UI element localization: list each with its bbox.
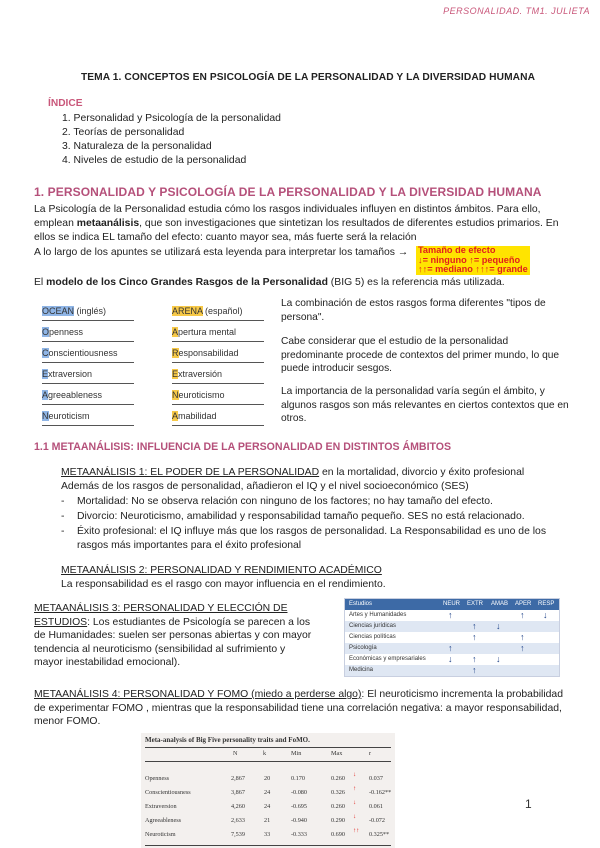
fomo-cell-min: -0.080: [291, 789, 307, 796]
fomo-cell-n: 7,539: [231, 831, 245, 838]
fomo-cell-n: 2,867: [231, 775, 245, 782]
fomo-cell-n: 2,633: [231, 817, 245, 824]
table-row: Openness Apertura mental: [42, 323, 262, 343]
context-note: La importancia de la personalidad varía según el ámbito, y algunos rasgos son más relevantes en ciertos contextos que en otros.: [281, 386, 569, 425]
index-label: ÍNDICE: [48, 98, 83, 109]
studies-table: [344, 598, 560, 677]
fomo-cell-min: -0.333: [291, 831, 307, 838]
table-row: Ciencias jurídicas ↑ ↓: [345, 621, 559, 632]
section-heading: 1. PERSONALIDAD Y PSICOLOGÍA DE LA PERSONALIDAD Y LA DIVERSIDAD HUMANA: [34, 185, 542, 199]
fomo-cell-r: 0.061: [369, 803, 383, 810]
table-row: Psicología ↑ ↑: [345, 643, 559, 654]
index-item: 1. Personalidad y Psicología de la personalidad: [62, 113, 281, 124]
trend-arrow-icon: ↑: [472, 665, 477, 675]
table-row: Extraversion Extraversión: [42, 365, 262, 385]
fomo-cell-k: 33: [264, 831, 271, 838]
index-item: 2. Teorías de personalidad: [62, 127, 185, 138]
fomo-cell-min: 0.170: [291, 775, 305, 782]
fomo-cell-r: -0.162**: [369, 789, 392, 796]
fomo-cell-max: 0.260: [331, 803, 345, 810]
fomo-cell-max: 0.690: [331, 831, 345, 838]
fomo-cell-k: 21: [264, 817, 271, 824]
index-item: 4. Niveles de estudio de la personalidad: [62, 155, 247, 166]
trend-arrow-icon: ↑: [448, 610, 453, 620]
bias-note: Cabe considerar que el estudio de la personalidad predominante procede de contextos del primer mundo, lo que puede introducir sesgos.: [281, 336, 560, 375]
fomo-cell-trait: Neuroticism: [145, 831, 176, 838]
meta3-block: METAANÁLISIS 3: PERSONALIDAD Y ELECCIÓN DE ESTUDIOS: Los estudiantes de Psicología se parecen a los de Humanidades: suelen ser personas abiertas y con mayor tendencia al neuroticismo (sensibilidad al sufrimiento y mayor inestabilidad emocional).: [34, 603, 312, 669]
model-paragraph: El modelo de los Cinco Grandes Rasgos de la Personalidad (BIG 5) es la referencia más utilizada.: [34, 277, 505, 288]
combination-note: La combinación de estos rasgos forma diferentes "tipos de persona".: [281, 298, 546, 323]
fomo-cell-min: -0.695: [291, 803, 307, 810]
header-tag: PERSONALIDAD. TM1. JULIETA: [443, 6, 590, 16]
fomo-cell-trait: Agreeableness: [145, 817, 182, 824]
trend-arrow-icon: ↑: [520, 610, 525, 620]
table-row: Económicas y empresariales ↓ ↑ ↓: [349, 654, 501, 664]
fomo-cell-k: 24: [264, 789, 271, 796]
fomo-cell-trait: Openness: [145, 775, 170, 782]
trend-arrow-icon: ↓: [496, 654, 501, 664]
fomo-table-figure: Meta-analysis of Big Five personality traits and FoMO. N k Min Max r Openness 2,867 20 0.170 0.260 0.037 ↓ Conscientiousness 3,867 24 -0.080 0.326 -0.162** ↑ Extraversion 4,260 24 -0.695 0.260 0.061 ↓ Agreeableness 2,633 21 -0.940 0.290 -0.072 ↓ Neuroticism 7,539 33 -0.333 0.690 0.325** ↑↑: [141, 733, 395, 848]
trend-arrow-icon: ↑: [472, 632, 477, 642]
fomo-cell-k: 24: [264, 803, 271, 810]
fomo-figure-title: Meta-analysis of Big Five personality traits and FoMO.: [145, 736, 310, 744]
table-row: Neuroticism Amabilidad: [42, 407, 262, 427]
effect-arrow-icon: ↓: [353, 813, 357, 820]
document-title: TEMA 1. CONCEPTOS EN PSICOLOGÍA DE LA PERSONALIDAD Y LA DIVERSIDAD HUMANA: [80, 72, 536, 83]
meta1-block: METAANÁLISIS 1: EL PODER DE LA PERSONALIDAD en la mortalidad, divorcio y éxito profesional Además de los rasgos de personalidad, añadieron el IQ y el nivel socioeconómico (SES): [61, 467, 525, 492]
fomo-cell-n: 4,260: [231, 803, 245, 810]
page-number: 1: [525, 797, 532, 811]
meta2-block: METAANÁLISIS 2: PERSONALIDAD Y RENDIMIENTO ACADÉMICO La responsabilidad es el rasgo con mayor influencia en el rendimiento.: [61, 565, 386, 590]
effect-size-legend: Tamaño de efecto ↓= ninguno ↑= pequeño ↑↑= mediano ↑↑↑= grande: [418, 245, 528, 275]
table-row: Ciencias políticas ↑ ↑: [349, 632, 525, 642]
meta4-block: METAANÁLISIS 4: PERSONALIDAD Y FOMO (miedo a perderse algo): El neuroticismo incrementa la probabilidad de experimentar FOMO , mientras que la responsabilidad tiene una correlación negativa: a mayor responsabilidad, menor FOMO.: [34, 689, 563, 728]
effect-arrow-icon: ↑: [353, 785, 357, 792]
fomo-cell-trait: Extraversion: [145, 803, 177, 810]
effect-arrow-icon: ↑↑: [353, 827, 360, 834]
index-item: 3. Naturaleza de la personalidad: [62, 141, 212, 152]
list-item: - Éxito profesional: el IQ influye más que los rasgos de personalidad. La Responsabilidad es uno de los rasgos más importantes para el éxito profesional: [61, 526, 547, 551]
table-row: Agreeableness Neuroticismo: [42, 386, 262, 406]
trend-arrow-icon: ↑: [520, 643, 525, 653]
index-list: [62, 112, 281, 168]
trend-arrow-icon: ↑: [472, 654, 477, 664]
intro-paragraph: La Psicología de la Personalidad estudia cómo los rasgos individuales influyen en distintos ámbitos. Para ello, emplean metaanálisis, que son investigaciones que sintetizan los resultados de diferentes estudios primarios. En ellos se indica EL tamaño del efecto: cuanto mayor sea, más fuerte será la relación A lo largo de los apuntes se utilizará esta leyenda para interpretar los tamaños →: [34, 204, 559, 258]
trend-arrow-icon: ↓: [448, 654, 453, 664]
fomo-cell-max: 0.260: [331, 775, 345, 782]
fomo-cell-r: -0.072: [369, 817, 385, 824]
table-row: Medicina ↑: [345, 665, 559, 676]
list-item: - Divorcio: Neuroticismo, amabilidad y responsabilidad tamaño pequeño. SES no está relacionado.: [61, 511, 525, 522]
fomo-cell-r: 0.325**: [369, 831, 390, 838]
effect-arrow-icon: ↓: [353, 799, 357, 806]
table-row: Artes y Humanidades ↑ ↑ ↓: [349, 610, 548, 620]
trend-arrow-icon: ↑: [472, 621, 477, 631]
effect-arrow-icon: ↓: [353, 771, 357, 778]
trend-arrow-icon: ↑: [448, 643, 453, 653]
trend-arrow-icon: ↓: [496, 621, 501, 631]
table-row: Conscientiousness Responsabilidad: [42, 344, 262, 364]
trend-arrow-icon: ↑: [520, 632, 525, 642]
trend-arrow-icon: ↓: [543, 610, 548, 620]
fomo-cell-trait: Conscientiousness: [145, 789, 191, 796]
fomo-cell-max: 0.326: [331, 789, 345, 796]
list-item: - Mortalidad: No se observa relación con ninguno de los factores; no hay tamaño del efecto.: [61, 496, 493, 507]
table-header-row: OCEAN (inglés) ARENA (español): [42, 302, 262, 322]
fomo-cell-max: 0.290: [331, 817, 345, 824]
studies-table-header: Estudios NEUR EXTR AMAB APER RESP: [345, 599, 559, 610]
fomo-cell-min: -0.940: [291, 817, 307, 824]
fomo-cell-k: 20: [264, 775, 271, 782]
subsection-heading: 1.1 METAANÁLISIS: INFLUENCIA DE LA PERSONALIDAD EN DISTINTOS ÁMBITOS: [34, 441, 452, 453]
fomo-cell-r: 0.037: [369, 775, 383, 782]
fomo-cell-n: 3,867: [231, 789, 245, 796]
